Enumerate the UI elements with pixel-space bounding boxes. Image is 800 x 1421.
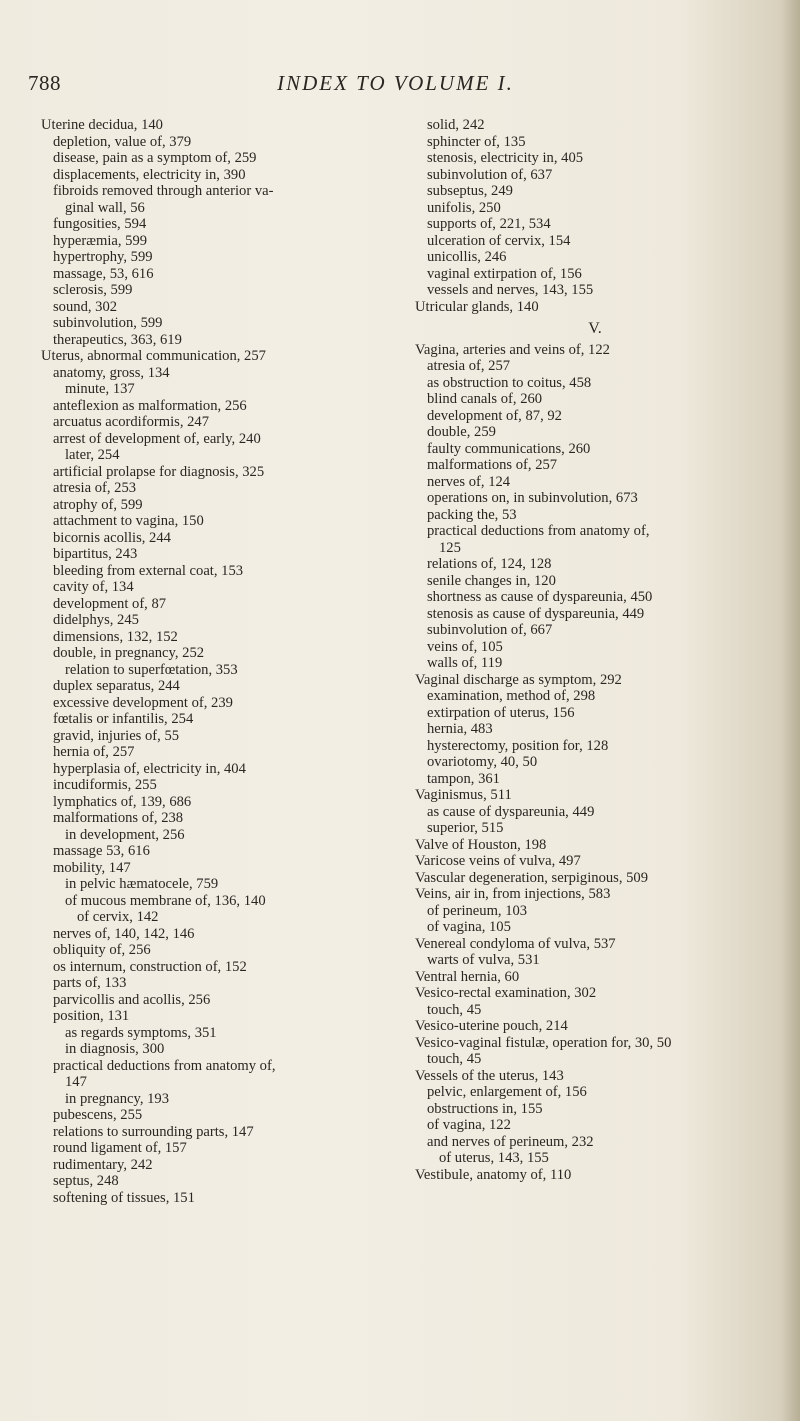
index-subentry: faulty communications, 260 — [427, 440, 591, 457]
index-subentry: subseptus, 249 — [427, 183, 513, 199]
index-subentry: disease, pain as a symptom of, 259 — [53, 150, 257, 166]
index-subentry: rudimentary, 242 — [53, 1156, 153, 1173]
index-subentry: ovariotomy, 40, 50 — [427, 754, 538, 770]
index-subentry: bleeding from external coat, 153 — [53, 562, 244, 579]
index-heading: Vaginal discharge as symptom, 292 — [415, 671, 622, 688]
index-subentry: extirpation of uterus, 156 — [427, 704, 575, 721]
index-subentry: artificial prolapse for diagnosis, 325 — [53, 463, 265, 480]
index-subentry: arcuatus acordiformis, 247 — [53, 414, 210, 430]
index-subentry: in pregnancy, 193 — [65, 1090, 170, 1107]
index-subentry: massage, 53, 616 — [53, 265, 154, 282]
index-subentry: sphincter of, 135 — [427, 133, 526, 150]
index-subentry: relations to surrounding parts, 147 — [53, 1123, 254, 1140]
index-subentry: softening of tissues, 151 — [53, 1189, 195, 1206]
index-subentry: solid, 242 — [427, 117, 485, 133]
index-heading: Veins, air in, from injections, 583 — [415, 886, 611, 902]
index-subentry: malformations of, 257 — [427, 457, 558, 473]
index-subentry: development of, 87, 92 — [427, 407, 562, 424]
index-subentry: hyperplasia of, electricity in, 404 — [53, 760, 246, 777]
index-heading: Ventral hernia, 60 — [415, 968, 520, 985]
index-subentry: gravid, injuries of, 55 — [53, 727, 180, 744]
index-subentry: hernia of, 257 — [53, 744, 135, 760]
index-heading: Vascular degeneration, serpiginous, 509 — [415, 869, 649, 886]
index-subentry: septus, 248 — [53, 1173, 119, 1189]
index-subentry: os internum, construction of, 152 — [53, 958, 247, 975]
index-subentry: nerves of, 140, 142, 146 — [53, 925, 195, 942]
index-heading: Uterine decidua, 140 — [41, 117, 163, 133]
index-subentry: walls of, 119 — [427, 655, 503, 671]
index-subentry: fœtalis or infantilis, 254 — [53, 711, 194, 727]
index-subentry: unicollis, 246 — [427, 249, 507, 265]
index-subentry: and nerves of perineum, 232 — [427, 1133, 594, 1150]
index-subentry: of perineum, 103 — [427, 902, 528, 919]
index-column-right — [415, 117, 775, 1183]
index-subentry: veins of, 105 — [427, 638, 503, 655]
index-subentry: unifolis, 250 — [427, 199, 501, 216]
index-subentry: relations of, 124, 128 — [427, 556, 552, 572]
index-subentry: stenosis, electricity in, 405 — [427, 150, 584, 166]
index-heading: Uterus, abnormal communication, 257 — [41, 348, 266, 364]
index-subentry: operations on, in subinvolution, 673 — [427, 490, 638, 506]
index-subentry: examination, method of, 298 — [427, 688, 596, 704]
index-subentry: duplex separatus, 244 — [53, 678, 180, 694]
index-subentry: vaginal extirpation of, 156 — [427, 265, 582, 282]
index-subentry: parts of, 133 — [53, 975, 127, 991]
index-subentry: shortness as cause of dyspareunia, 450 — [427, 589, 653, 605]
section-heading: V. — [588, 320, 602, 337]
index-heading: Valve of Houston, 198 — [415, 836, 547, 853]
index-subentry: malformations of, 238 — [53, 810, 184, 826]
index-subentry: atresia of, 257 — [427, 358, 511, 374]
index-subentry: as cause of dyspareunia, 449 — [427, 803, 595, 820]
index-subentry: mobility, 147 — [53, 859, 131, 876]
index-subentry: massage 53, 616 — [53, 843, 150, 859]
index-subentry: round ligament of, 157 — [53, 1140, 187, 1156]
index-subentry: nerves of, 124 — [427, 473, 511, 490]
index-heading: Varicose veins of vulva, 497 — [415, 853, 581, 869]
page-header — [28, 71, 763, 97]
index-subentry: subinvolution of, 637 — [427, 166, 553, 183]
index-subentry: fibroids removed through anterior va- — [53, 183, 274, 199]
index-heading: Vesico-vaginal fistulæ, operation for, 30, 50 — [415, 1034, 672, 1051]
index-subentry: anteflexion as malformation, 256 — [53, 397, 247, 414]
index-subentry: dimensions, 132, 152 — [53, 628, 178, 645]
index-subentry: double, in pregnancy, 252 — [53, 645, 205, 661]
index-subentry: cavity of, 134 — [53, 579, 134, 595]
index-subentry: atresia of, 253 — [53, 480, 137, 496]
index-heading: Vesico-uterine pouch, 214 — [415, 1018, 568, 1034]
index-subentry: of vagina, 122 — [427, 1117, 511, 1133]
index-subentry: atrophy of, 599 — [53, 496, 143, 513]
index-subentry: excessive development of, 239 — [53, 694, 233, 711]
index-heading: Vaginismus, 511 — [415, 787, 512, 803]
index-subentry: obstructions in, 155 — [427, 1100, 543, 1117]
index-subentry: as obstruction to coitus, 458 — [427, 374, 592, 391]
index-subentry: obliquity of, 256 — [53, 942, 151, 958]
index-subentry: hypertrophy, 599 — [53, 249, 153, 265]
index-subentry: depletion, value of, 379 — [53, 133, 192, 150]
index-column-left — [41, 117, 409, 1206]
index-subentry: in development, 256 — [65, 826, 185, 843]
index-subentry: bicornis acollis, 244 — [53, 529, 171, 546]
index-subentry: superior, 515 — [427, 820, 504, 836]
index-heading: Vesico-rectal examination, 302 — [415, 985, 597, 1001]
index-subentry: lymphatics of, 139, 686 — [53, 793, 192, 810]
index-subentry: position, 131 — [53, 1008, 130, 1024]
running-title: INDEX TO VOLUME I. — [277, 71, 514, 95]
index-heading: Venereal condyloma of vulva, 537 — [415, 935, 616, 952]
index-subentry: therapeutics, 363, 619 — [53, 331, 182, 348]
index-subentry: arrest of development of, early, 240 — [53, 430, 261, 447]
index-subentry: double, 259 — [427, 424, 496, 440]
index-heading: Vessels of the uterus, 143 — [415, 1067, 564, 1084]
index-subentry: in diagnosis, 300 — [65, 1041, 165, 1057]
index-subentry: bipartitus, 243 — [53, 546, 138, 562]
index-subentry: supports of, 221, 534 — [427, 216, 551, 232]
index-subentry: blind canals of, 260 — [427, 391, 543, 407]
index-subentry: 125 — [439, 539, 461, 556]
index-subentry: anatomy, gross, 134 — [53, 364, 170, 381]
index-subentry: displacements, electricity in, 390 — [53, 166, 246, 183]
index-subentry: senile changes in, 120 — [427, 572, 556, 589]
index-subentry: hernia, 483 — [427, 721, 493, 737]
index-subentry: incudiformis, 255 — [53, 777, 157, 793]
index-subentry: as regards symptoms, 351 — [65, 1024, 217, 1041]
index-subentry: tampon, 361 — [427, 770, 500, 787]
index-subentry: practical deductions from anatomy of, — [427, 523, 650, 539]
index-subentry: later, 254 — [65, 447, 120, 463]
index-subentry: of mucous membrane of, 136, 140 — [65, 892, 266, 909]
index-subentry: development of, 87 — [53, 595, 167, 612]
index-subentry: warts of vulva, 531 — [427, 952, 540, 968]
index-subentry: pelvic, enlargement of, 156 — [427, 1084, 587, 1100]
index-subentry: fungosities, 594 — [53, 216, 147, 232]
index-subentry: packing the, 53 — [427, 506, 517, 523]
index-heading: Vagina, arteries and veins of, 122 — [415, 341, 610, 358]
index-subentry: sclerosis, 599 — [53, 282, 133, 298]
index-subentry: touch, 45 — [427, 1051, 482, 1067]
index-subentry: sound, 302 — [53, 298, 118, 315]
index-subentry: of vagina, 105 — [427, 919, 511, 935]
index-subentry: subinvolution, 599 — [53, 315, 163, 331]
index-subentry: touch, 45 — [427, 1001, 482, 1018]
index-subentry: of cervix, 142 — [77, 909, 159, 925]
index-subentry: vessels and nerves, 143, 155 — [427, 282, 594, 298]
index-subentry: attachment to vagina, 150 — [53, 513, 204, 529]
index-heading: Vestibule, anatomy of, 110 — [415, 1166, 572, 1183]
index-subentry: minute, 137 — [65, 381, 135, 397]
index-subentry: practical deductions from anatomy of, — [53, 1057, 276, 1074]
index-subentry: relation to superfœtation, 353 — [65, 661, 238, 678]
index-subentry: ginal wall, 56 — [65, 199, 145, 216]
index-subentry: hyperæmia, 599 — [53, 232, 148, 249]
index-subentry: parvicollis and acollis, 256 — [53, 991, 211, 1008]
index-subentry: didelphys, 245 — [53, 612, 139, 628]
index-subentry: ulceration of cervix, 154 — [427, 232, 571, 249]
index-heading: Utricular glands, 140 — [415, 298, 539, 315]
index-subentry: 147 — [65, 1074, 87, 1090]
index-subentry: pubescens, 255 — [53, 1107, 143, 1123]
index-subentry: subinvolution of, 667 — [427, 622, 553, 638]
page-number: 788 — [28, 71, 61, 95]
index-subentry: of uterus, 143, 155 — [439, 1150, 549, 1166]
index-subentry: hysterectomy, position for, 128 — [427, 737, 609, 754]
index-subentry: in pelvic hæmatocele, 759 — [65, 876, 219, 892]
page-edge-shadow — [782, 0, 800, 1421]
index-subentry: stenosis as cause of dyspareunia, 449 — [427, 605, 645, 622]
